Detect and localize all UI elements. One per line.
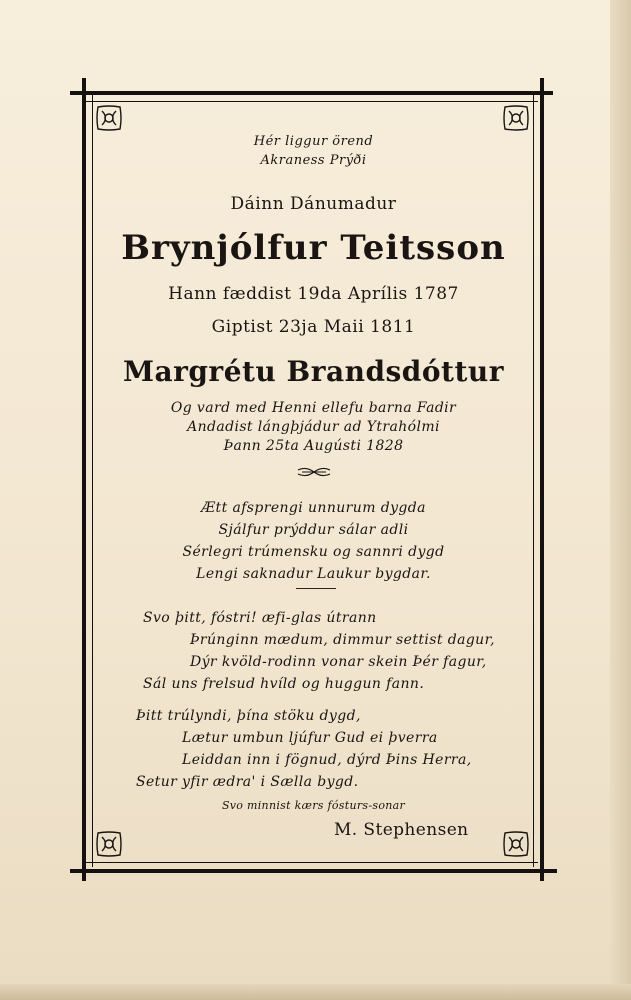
frame-bottom-thick-rule — [70, 869, 557, 873]
corner-ornament-icon — [94, 829, 124, 859]
closing-line: Svo minnist kærs fósturs-sonar — [221, 799, 406, 812]
stanza2-line-4: Sál uns frelsud hvíld og huggun fann. — [143, 676, 425, 692]
frame-left-thick-rule — [82, 78, 86, 881]
stanza3-line-3: Leiddan inn i fögnud, dýrd Þins Herra, — [182, 752, 472, 768]
signature: M. Stephensen — [334, 820, 469, 840]
frame-top-thin-rule — [86, 101, 538, 102]
detail-line-3: Þann 25ta Augústi 1828 — [223, 438, 404, 454]
spouse-name: Margrétu Brandsdóttur — [122, 355, 505, 388]
leaf-ornament-icon — [296, 465, 332, 479]
header-line-2: Akraness Prýði — [260, 153, 367, 168]
corner-ornament-icon — [501, 103, 531, 133]
stanza1-line-3: Sérlegri trúmensku og sannri dygd — [182, 544, 445, 560]
header-line-1: Hér liggur örend — [253, 134, 374, 149]
stanza1-line-2: Sjálfur prýddur sálar adli — [218, 522, 409, 538]
stanza3-line-4: Setur yfir ædra' i Sælla bygd. — [136, 774, 359, 790]
detail-line-1: Og vard med Henni ellefu barna Fadir — [170, 400, 457, 416]
birth-line: Hann fæddist 19da Aprílis 1787 — [168, 284, 459, 304]
page-edge-bottom — [0, 984, 631, 1000]
marriage-line: Giptist 23ja Maii 1811 — [211, 317, 416, 337]
detail-line-2: Andadist lángþjádur ad Ytrahólmi — [187, 419, 440, 435]
corner-ornament-icon — [501, 829, 531, 859]
frame-right-thin-rule — [533, 95, 534, 867]
stanza2-line-1: Svo þitt, fóstri! æfi-glas útrann — [143, 610, 377, 626]
frame-top-thick-rule — [70, 91, 553, 95]
frame-left-thin-rule — [92, 95, 93, 867]
stanza2-line-3: Dýr kvöld-rodinn vonar skein Þér fagur, — [190, 654, 487, 670]
corner-ornament-icon — [94, 103, 124, 133]
stanza1-line-1: Ætt afsprengi unnurum dygda — [201, 500, 426, 516]
frame-right-thick-rule — [540, 78, 544, 881]
stanza1-line-4: Lengi saknadur Laukur bygdar. — [196, 566, 431, 582]
section-divider — [296, 588, 336, 589]
stanza3-line-2: Lætur umbun ljúfur Gud ei þverra — [182, 730, 438, 746]
deceased-name: Brynjólfur Teitsson — [121, 228, 506, 268]
stanza3-line-1: Þitt trúlyndi, þína stöku dygd, — [136, 708, 361, 724]
frame-bottom-thin-rule — [86, 862, 538, 863]
page-edge-right — [610, 0, 631, 1000]
title-intro: Dáinn Dánumadur — [230, 194, 397, 214]
stanza2-line-2: Þrúnginn mædum, dimmur settist dagur, — [190, 632, 495, 648]
